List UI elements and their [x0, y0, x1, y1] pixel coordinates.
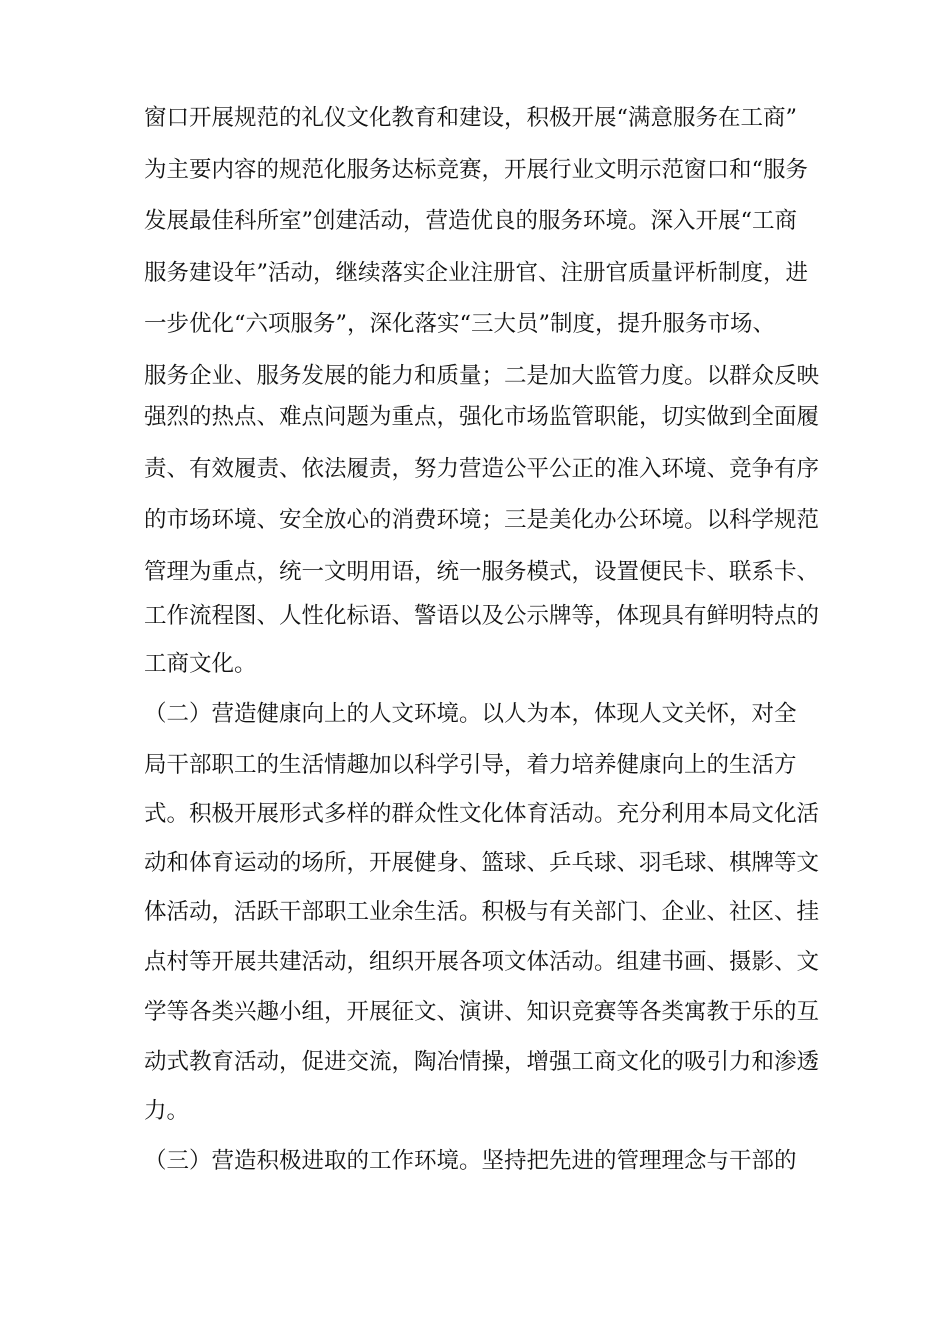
text-line: （二）营造健康向上的人文环境。以人为本，体现人文关怀，对全 — [144, 701, 797, 727]
text-line: 服务企业、服务发展的能力和质量；二是加大监管力度。以群众反映 — [144, 363, 820, 389]
text-line: 动式教育活动，促进交流，陶冶情操，增强工商文化的吸引力和渗透 — [144, 1049, 820, 1075]
text-line: 强烈的热点、难点问题为重点，强化市场监管职能，切实做到全面履 — [144, 404, 820, 430]
text-line: 学等各类兴趣小组，开展征文、演讲、知识竞赛等各类寓教于乐的互 — [144, 999, 820, 1025]
text-line: 发展最佳科所室”创建活动，营造优良的服务环境。深入开展“工商 — [144, 208, 798, 234]
text-line: 一步优化“六项服务”，深化落实“三大员”制度，提升服务市场、 — [144, 311, 776, 337]
text-line: 体活动，活跃干部职工业余生活。积极与有关部门、企业、社区、挂 — [144, 899, 820, 925]
text-line: （三）营造积极进取的工作环境。坚持把先进的管理理念与干部的 — [144, 1148, 797, 1174]
text-line: 为主要内容的规范化服务达标竞赛，开展行业文明示范窗口和“服务 — [144, 157, 809, 183]
text-line: 动和体育运动的场所，开展健身、篮球、乒乓球、羽毛球、棋牌等文 — [144, 850, 820, 876]
text-line: 式。积极开展形式多样的群众性文化体育活动。充分利用本局文化活 — [144, 801, 820, 827]
text-line: 工作流程图、人性化标语、警语以及公示牌等，体现具有鲜明特点的 — [144, 603, 820, 629]
text-line: 的市场环境、安全放心的消费环境；三是美化办公环境。以科学规范 — [144, 507, 820, 533]
text-line: 工商文化。 — [144, 651, 257, 677]
text-line: 窗口开展规范的礼仪文化教育和建设，积极开展“满意服务在工商” — [144, 105, 798, 131]
text-line: 服务建设年”活动，继续落实企业注册官、注册官质量评析制度，进 — [144, 260, 809, 286]
text-line: 管理为重点，统一文明用语，统一服务模式，设置便民卡、联系卡、 — [144, 559, 820, 585]
text-line: 局干部职工的生活情趣加以科学引导，着力培养健康向上的生活方 — [144, 752, 797, 778]
text-line: 点村等开展共建活动，组织开展各项文体活动。组建书画、摄影、文 — [144, 949, 820, 975]
text-line: 责、有效履责、依法履责，努力营造公平公正的准入环境、竞争有序 — [144, 456, 820, 482]
text-line: 力。 — [144, 1098, 190, 1124]
